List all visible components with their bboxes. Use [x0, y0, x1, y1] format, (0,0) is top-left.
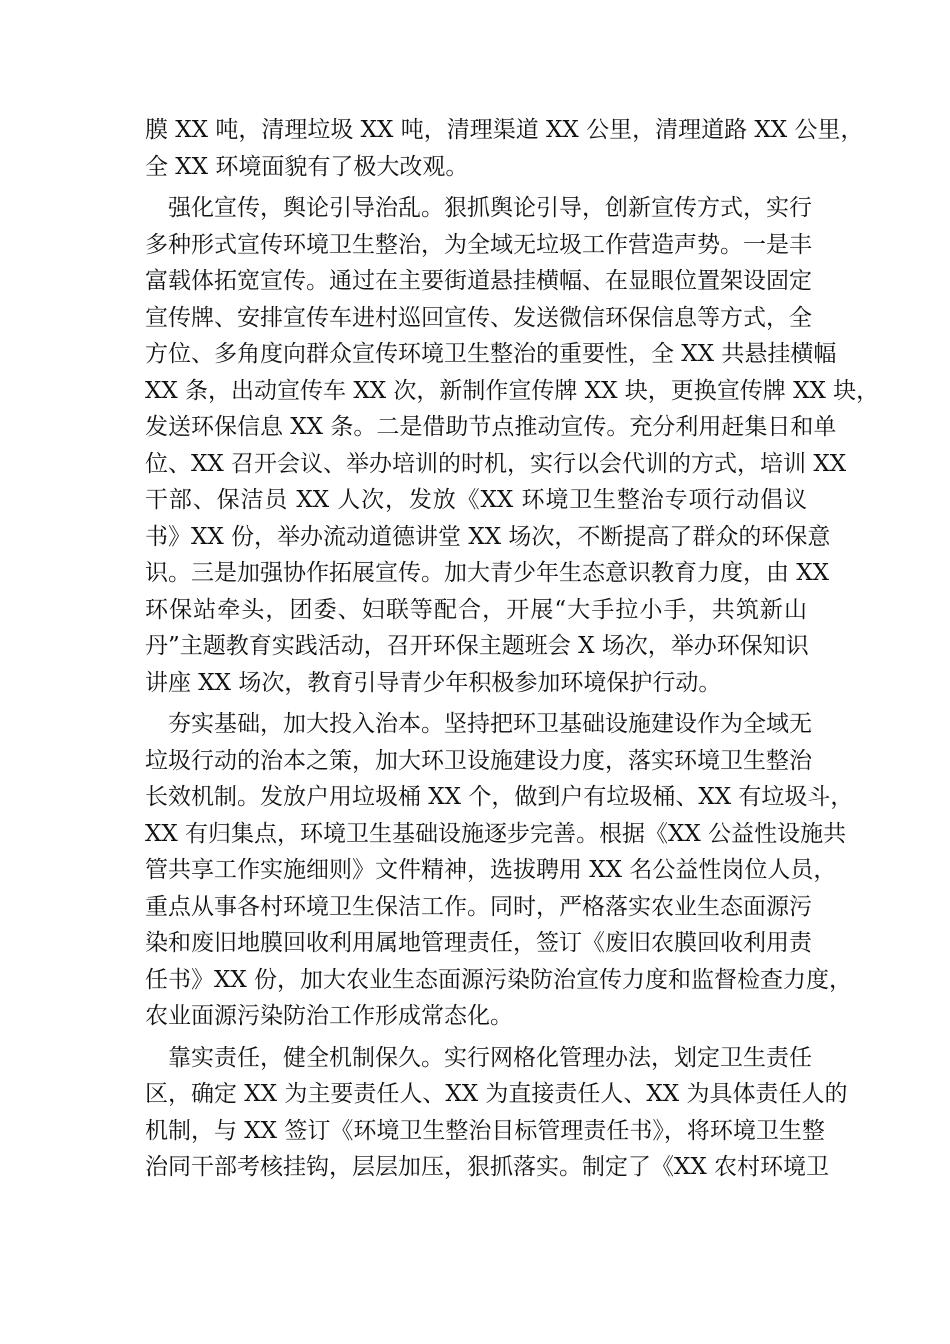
text-line: 区，确定 XX 为主要责任人、XX 为直接责任人、XX 为具体责任人的 [145, 1081, 848, 1107]
text-line: 方位、多角度向群众宣传环境卫生整治的重要性，全 XX 共悬挂横幅 [145, 341, 837, 367]
text-line: 垃圾行动的治本之策，加大环卫设施建设力度，落实环境卫生整治 [145, 747, 812, 774]
text-line: 靠实责任，健全机制保久。实行网格化管理办法，划定卫生责任 [168, 1044, 812, 1071]
text-line: 农业面源污染防治工作形成常态化。 [145, 1003, 513, 1029]
text-line: 发送环保信息 XX 条。二是借助节点推动宣传。充分利用赶集日和单 [145, 414, 837, 440]
text-line: 机制，与 XX 签订《环境卫生整治目标管理责任书》，将环境卫生整 [145, 1117, 825, 1144]
text-line: 富载体拓宽宣传。通过在主要街道悬挂横幅、在显眼位置架设固定 [145, 268, 812, 294]
text-line: 夯实基础，加大投入治本。坚持把环卫基础设施建设作为全域无 [168, 711, 812, 737]
paragraph-3 [145, 706, 854, 1035]
text-line: 多种形式宣传环境卫生整治，为全域无垃圾工作营造声势。一是丰 [145, 231, 812, 258]
text-line: 重点从事各村环境卫生保洁工作。同时，严格落实农业生态面源污 [145, 893, 812, 920]
text-line: 管共享工作实施细则》文件精神，选拔聘用 XX 名公益性岗位人员， [145, 857, 837, 883]
text-line: 膜 XX 吨，清理垃圾 XX 吨，清理渠道 XX 公里，清理道路 XX 公里， [145, 117, 864, 143]
text-line: 丹”主题教育实践活动，召开环保主题班会 X 场次，举办环保知识 [145, 633, 809, 659]
text-line: 染和废旧地膜回收利用属地管理责任，签订《废旧农膜回收利用责 [145, 930, 812, 956]
document-body [145, 112, 880, 1186]
text-line: 长效机制。发放户用垃圾桶 XX 个，做到户有垃圾桶、XX 有垃圾斗， [145, 784, 854, 810]
paragraph-2 [145, 190, 880, 701]
text-line: 宣传牌、安排宣传车进村巡回宣传、发送微信环保信息等方式，全 [145, 304, 812, 331]
text-line: 治同干部考核挂钩，层层加压，狠抓落实。制定了《XX 农村环境卫 [145, 1154, 830, 1180]
text-line: 全 XX 环境面貌有了极大改观。 [145, 153, 469, 180]
text-line: 强化宣传，舆论引导治乱。狠抓舆论引导，创新宣传方式，实行 [168, 195, 812, 221]
paragraph-1 [145, 112, 864, 185]
text-line: 书》XX 份，举办流动道德讲堂 XX 场次，不断提高了群众的环保意 [145, 523, 831, 550]
text-line: 识。三是加强协作拓展宣传。加大青少年生态意识教育力度，由 XX [145, 560, 830, 586]
text-line: XX 条，出动宣传车 XX 次，新制作宣传牌 XX 块，更换宣传牌 XX 块， [145, 377, 880, 404]
text-line: 任书》XX 份，加大农业生态面源污染防治宣传力度和监督检查力度， [145, 966, 853, 993]
text-line: 环保站牵头，团委、妇联等配合，开展“大手拉小手，共筑新山 [145, 596, 807, 623]
paragraph-4 [145, 1040, 848, 1186]
text-line: 讲座 XX 场次，教育引导青少年积极参加环境保护行动。 [145, 669, 722, 696]
text-line: 干部、保洁员 XX 人次，发放《XX 环境卫生整治专项行动倡议 [145, 487, 807, 513]
text-line: 位、XX 召开会议、举办培训的时机，实行以会代训的方式，培训 XX [145, 450, 847, 477]
text-line: XX 有归集点，环境卫生基础设施逐步完善。根据《XX 公益性设施共 [145, 820, 847, 847]
